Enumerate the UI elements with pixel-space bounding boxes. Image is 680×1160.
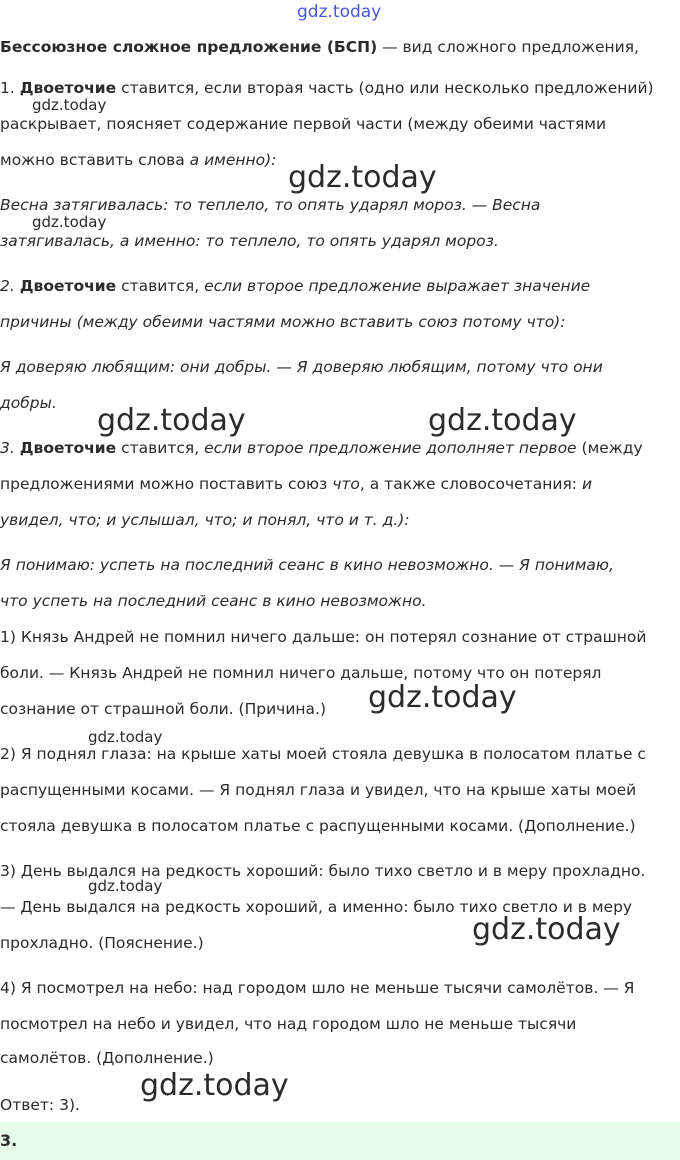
rule-1-example: Весна затягивалась: то теплело, то опять ударял мороз. — Весна xyxy=(0,196,541,214)
rule-3-line: увидел, что; и услышал, что; и понял, что и т. д.): xyxy=(0,511,410,529)
rule-2-line xyxy=(0,276,590,296)
answer-2-line: распущенными косами. — Я поднял глаза и увидел, что на крыше хаты моей xyxy=(0,781,637,799)
rule-number: 1. xyxy=(0,79,20,97)
rule-term: Двоеточие xyxy=(19,79,117,97)
title-rest: — вид сложного предложения, xyxy=(377,38,639,56)
watermark-large: gdz.today xyxy=(140,1068,289,1103)
rule-text-italic: если второе предложение выражает значение xyxy=(204,277,591,295)
watermark-small: gdz.today xyxy=(88,728,163,746)
rule-term: Двоеточие xyxy=(19,277,117,295)
rule-3-line xyxy=(0,474,592,494)
rule-text-italic: а именно): xyxy=(189,151,277,169)
rule-3-line xyxy=(0,438,643,458)
answer-3-line: прохладно. (Пояснение.) xyxy=(0,934,204,952)
final-answer: Ответ: 3). xyxy=(0,1096,80,1114)
intro-title xyxy=(0,37,639,57)
answer-1-line: боли. — Князь Андрей не помнил ничего дальше, потому что он потерял xyxy=(0,664,602,682)
answer-4-line: 4) Я посмотрел на небо: над городом шло не меньше тысячи самолётов. — Я xyxy=(0,979,635,997)
watermark-top: gdz.today xyxy=(297,2,382,22)
rule-text: предложениями можно поставить союз xyxy=(0,475,333,493)
rule-text-italic: и xyxy=(581,475,593,493)
rule-text: , а также словосочетания: xyxy=(359,475,582,493)
answer-3-line: 3) День выдался на редкость хороший: было тихо светло и в меру прохладно. xyxy=(0,862,646,880)
rule-3-example: что успеть на последний сеанс в кино невозможно. xyxy=(0,592,427,610)
rule-text-italic: что xyxy=(332,475,360,493)
rule-text: ставится, если вторая часть (одно или несколько предложений) xyxy=(116,79,654,97)
rule-text: ставится, xyxy=(116,277,205,295)
rule-2-example: Я доверяю любящим: они добры. — Я доверяю любящим, потому что они xyxy=(0,358,603,376)
watermark-large: gdz.today xyxy=(368,680,517,715)
rule-1-line xyxy=(0,78,654,98)
rule-number: 2. xyxy=(0,277,20,295)
rule-text: ставится, xyxy=(116,439,205,457)
rule-1-line xyxy=(0,150,276,170)
next-task-bar[interactable] xyxy=(0,1122,680,1160)
watermark-large: gdz.today xyxy=(288,160,437,195)
title-term: Бессоюзное сложное предложение (БСП) xyxy=(0,38,378,56)
answer-2-line: 2) Я поднял глаза: на крыше хаты моей стояла девушка в полосатом платье с xyxy=(0,745,646,763)
rule-text-italic: если второе предложение дополняет первое xyxy=(204,439,577,457)
rule-2-example: добры. xyxy=(0,394,57,412)
rule-2-line: причины (между обеими частями можно вставить союз потому что): xyxy=(0,313,566,331)
next-task-number[interactable]: 3. xyxy=(0,1131,18,1150)
watermark-small: gdz.today xyxy=(88,877,163,895)
rule-term: Двоеточие xyxy=(19,439,117,457)
rule-text: можно вставить слова xyxy=(0,151,190,169)
watermark-large: gdz.today xyxy=(97,403,246,438)
answer-1-line: сознание от страшной боли. (Причина.) xyxy=(0,700,327,718)
rule-text: (между xyxy=(576,439,643,457)
answer-4-line: посмотрел на небо и увидел, что над городом шло не меньше тысячи xyxy=(0,1015,577,1033)
rule-number: 3. xyxy=(0,439,20,457)
answer-2-line: стояла девушка в полосатом платье с распущенными косами. (Дополнение.) xyxy=(0,817,636,835)
rule-1-example: затягивалась, а именно: то теплело, то опять ударял мороз. xyxy=(0,232,499,250)
watermark-large: gdz.today xyxy=(428,403,577,438)
watermark-small: gdz.today xyxy=(32,96,107,114)
answer-3-line: — День выдался на редкость хороший, а именно: было тихо светло и в меру xyxy=(0,898,633,916)
answer-1-line: 1) Князь Андрей не помнил ничего дальше: он потерял сознание от страшной xyxy=(0,628,647,646)
watermark-small: gdz.today xyxy=(32,213,107,231)
rule-1-line: раскрывает, поясняет содержание первой части (между обеими частями xyxy=(0,115,607,133)
watermark-large: gdz.today xyxy=(472,912,621,947)
rule-3-example: Я понимаю: успеть на последний сеанс в кино невозможно. — Я понимаю, xyxy=(0,556,614,574)
answer-4-line: самолётов. (Дополнение.) xyxy=(0,1049,214,1067)
